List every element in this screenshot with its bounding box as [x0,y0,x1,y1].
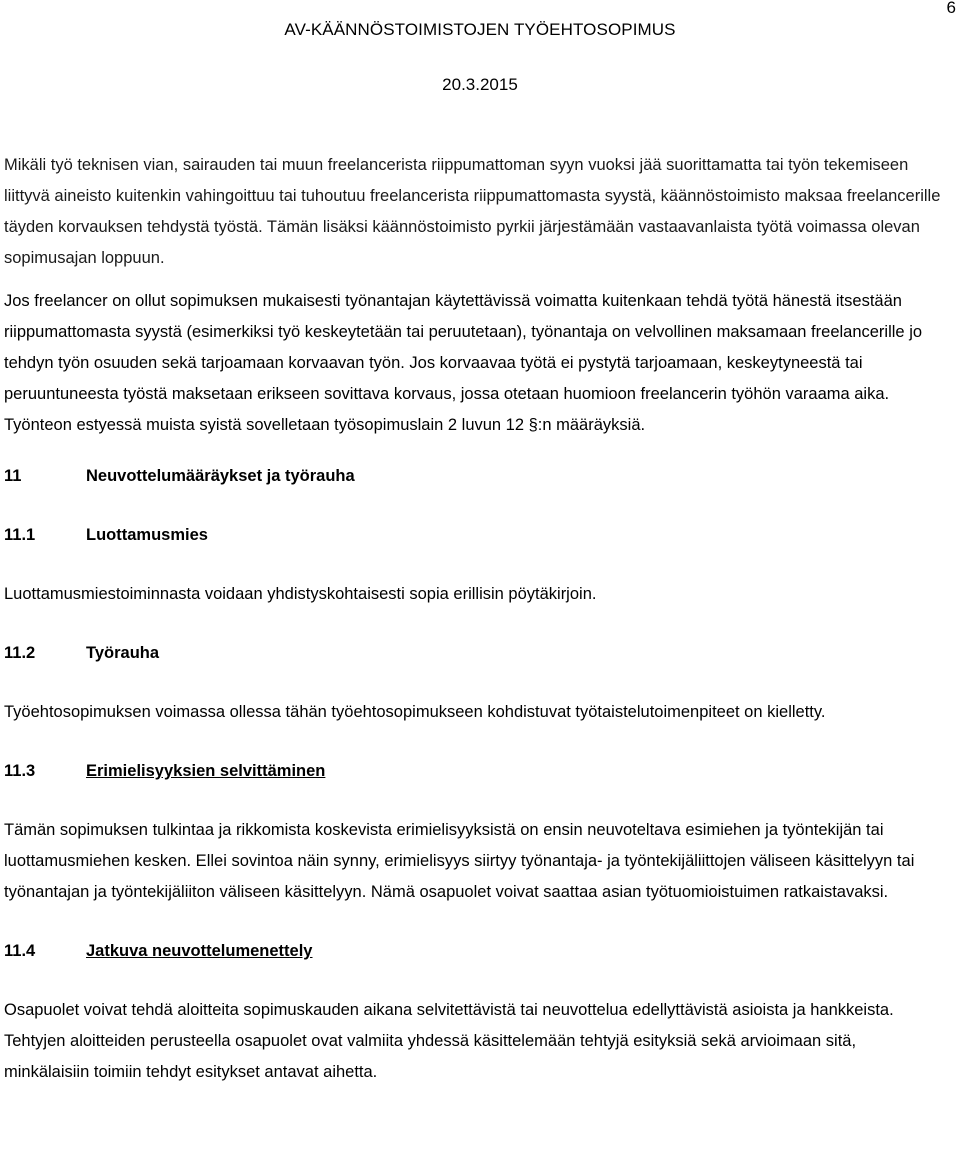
section-title: Neuvottelumääräykset ja työrauha [86,467,355,485]
section-body-11-3: Tämän sopimuksen tulkintaa ja rikkomista koskevista erimielisyyksistä on ensin neuvoteltava esimiehen ja työntekijän tai luottamusmiehen kesken. Ellei sovintoa näin synny, erimielisyys siirtyy työnantaja- ja työntekijäliittojen väliseen käsittelyyn tai työnantajan ja työntekijäliiton väliseen käsittelyyn. Nämä osapuolet voivat saattaa asian työtuomioistuimen ratkaistavaksi. [4,821,915,901]
paragraph-force-majeure: Mikäli työ teknisen vian, sairauden tai muun freelancerista riippumattoman syyn vuoksi jää suorittamatta tai työn tekemiseen liittyvä aineisto kuitenkin vahingoittuu tai tuhoutuu freelancerista riippumattomasta syystä, käännöstoimisto maksaa freelancerille täyden korvauksen tehdystä työstä. Tämän lisäksi käännöstoimisto pyrkii järjestämään vastaavanlaista työtä voimassa olevan sopimusajan loppuun. [4,156,941,267]
section-body-11-4: Osapuolet voivat tehdä aloitteita sopimuskauden aikana selvitettävistä tai neuvottelua edellyttävistä asioista ja hankkeista. Tehtyjen aloitteiden perusteella osapuolet ovat valmiita yhdessä käsittelemään tehtyjä esityksiä sekä arvioimaan sitä, minkälaisiin toimiin tehdyt esitykset antavat aihetta. [4,1001,894,1081]
section-number: 11 [4,467,22,485]
section-title: Erimielisyyksien selvittäminen [86,762,326,780]
section-heading-11-3 [4,756,944,787]
document-header-title: AV-KÄÄNNÖSTOIMISTOJEN TYÖEHTOSOPIMUS [284,20,676,39]
page-number: 6 [946,0,956,17]
section-heading-11-1 [4,520,944,551]
section-heading-11-4 [4,936,944,967]
section-body-11-1: Luottamusmiestoiminnasta voidaan yhdistyskohtaisesti sopia erillisin pöytäkirjoin. [4,585,597,603]
document-body [4,150,944,1088]
section-heading-11-2 [4,638,944,669]
section-title: Työrauha [86,644,160,662]
paragraph-compensation: Jos freelancer on ollut sopimuksen mukaisesti työnantajan käytettävissä voimatta kuitenkaan tehdä työtä hänestä itsestään riippumattomasta syystä (esimerkiksi työ keskeytetään tai peruutetaan), työnantaja on velvollinen maksamaan freelancerille jo tehdyn työn osuuden sekä tarjoamaan korvaavan työn. Jos korvaavaa työtä ei pystytä tarjoamaan, keskeytyneestä tai peruuntuneesta työstä maksetaan erikseen sovittava korvaus, jossa otetaan huomioon freelancerin työhön varaama aika. Työnteon estyessä muista syistä sovelletaan työsopimuslain 2 luvun 12 §:n määräyksiä. [4,292,923,434]
section-number: 11.4 [4,942,36,960]
section-number: 11.1 [4,526,36,544]
section-body-11-2: Työehtosopimuksen voimassa ollessa tähän työehtosopimukseen kohdistuvat työtaistelutoimenpiteet on kielletty. [4,703,826,721]
section-title: Luottamusmies [86,526,208,544]
document-header-date: 20.3.2015 [442,75,518,94]
section-number: 11.2 [4,644,36,662]
section-title: Jatkuva neuvottelumenettely [86,942,313,960]
section-number: 11.3 [4,762,36,780]
section-heading-11 [4,461,944,492]
